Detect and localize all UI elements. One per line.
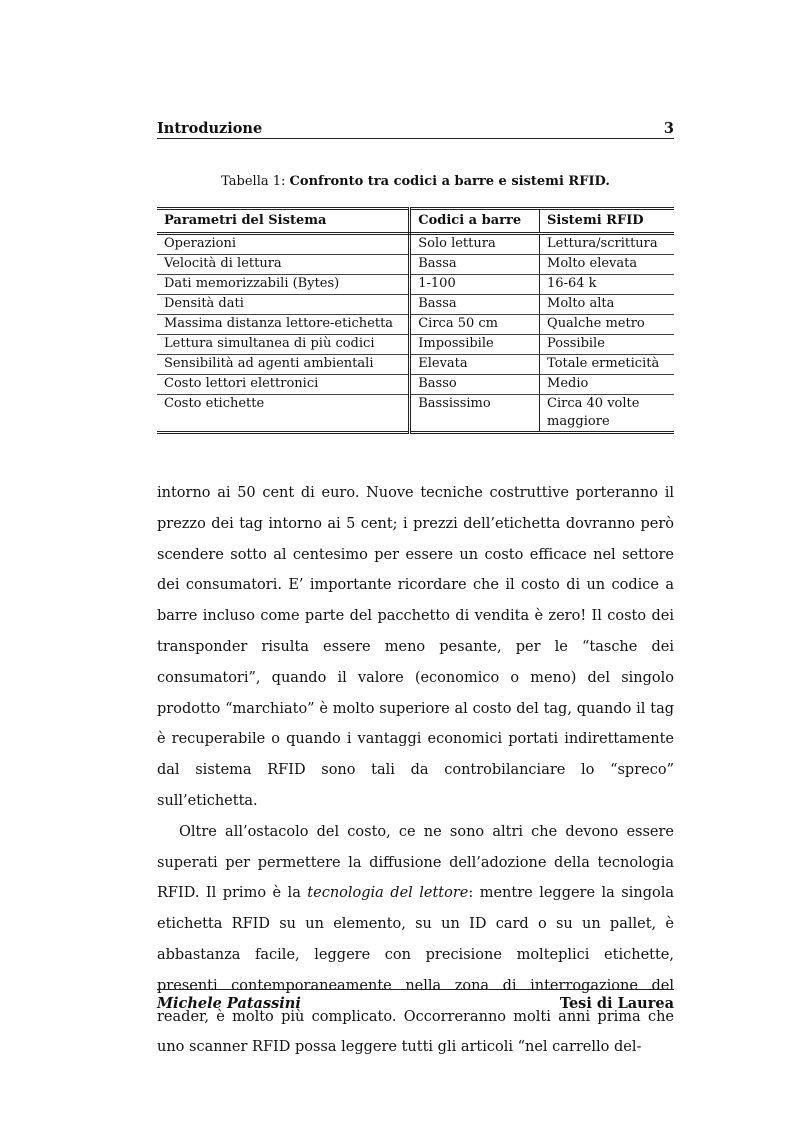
table-cell: Elevata [410, 355, 540, 375]
paragraph-text: : mentre leggere la singola etichetta RFID su un elemento, su un ID card o su un pallet, è abbastanza facile, leggere con precisione molteplici etichette, presenti contemporaneamente nella zona di interrogazione del reader, è molto più complicato. Occorreranno molti anni prima che uno scanner RFID possa leggere tutti gli articoli “nel carrello del- [157, 885, 674, 1056]
running-footer [157, 989, 674, 1012]
table-cell: 16-64 k [540, 275, 674, 295]
table-cell: Molto alta [540, 295, 674, 315]
table-header-cell: Codici a barre [410, 209, 540, 234]
table-cell: Impossibile [410, 335, 540, 355]
table-cell: Bassissimo [410, 395, 540, 433]
table-cell: Basso [410, 375, 540, 395]
table-cell: Densità dati [157, 295, 410, 315]
table-cell: Circa 40 volte maggiore [547, 396, 640, 429]
table-cell: Circa 50 cm [410, 315, 540, 335]
page-number: 3 [663, 120, 674, 137]
body-text [157, 478, 674, 1063]
table-header-row [157, 209, 674, 234]
table-cell: Possibile [540, 335, 674, 355]
table-cell: Totale ermeticità [540, 355, 674, 375]
table-cell: Dati memorizzabili (Bytes) [157, 275, 410, 295]
paragraph-text: Oltre all’ostacolo del costo, ce ne sono altri che devono essere superati per permettere la diffusione dell’adozione della tecnologia RFID. Il primo è la [157, 823, 674, 902]
table-header-cell: Parametri del Sistema [157, 209, 410, 234]
table-cell: Costo lettori elettronici [157, 375, 410, 395]
paragraph: intorno ai 50 cent di euro. Nuove tecniche costruttive porteranno il prezzo dei tag intorno ai 5 cent; i prezzi dell’etichetta dovranno però scendere sotto al centesimo per essere un costo efficace nel settore dei consumatori. E’ importante ricordare che il costo di un codice a barre incluso come parte del pacchetto di vendita è zero! Il costo dei transponder risulta essere meno pesante, per le “tasche dei consumatori”, quando il valore (economico o meno) del singolo prodotto “marchiato” è molto superiore al costo del tag, quando il tag è recuperabile o quando i vantaggi economici portati indirettamente dal sistema RFID sono tali da controbilanciare lo “spreco” sull’etichetta. [157, 485, 674, 809]
header-title: Introduzione [157, 120, 263, 137]
table-row [157, 275, 674, 295]
footer-author: Michele Patassini [157, 995, 301, 1012]
footer-title: Tesi di Laurea [559, 995, 674, 1012]
table-row [157, 255, 674, 275]
paragraph [157, 817, 674, 1063]
table-cell: Bassa [410, 255, 540, 275]
table-cell: Massima distanza lettore-etichetta [157, 315, 410, 335]
table-cell: Costo etichette [157, 395, 410, 433]
table-row [157, 355, 674, 375]
table-row [157, 234, 674, 255]
table-caption [157, 174, 674, 189]
table-cell: Lettura/scrittura [540, 234, 674, 255]
table-cell: Operazioni [157, 234, 410, 255]
table-cell: Molto elevata [540, 255, 674, 275]
table-row [157, 335, 674, 355]
caption-label: Tabella 1: [221, 174, 286, 189]
table-cell: Lettura simultanea di più codici [157, 335, 410, 355]
emphasis-text: tecnologia del lettore [307, 885, 469, 902]
table-cell: Medio [540, 375, 674, 395]
comparison-table [157, 207, 674, 434]
table-header-cell: Sistemi RFID [540, 209, 674, 234]
table-cell: Solo lettura [410, 234, 540, 255]
table-cell: Bassa [410, 295, 540, 315]
table-cell: Velocità di lettura [157, 255, 410, 275]
table-row [157, 375, 674, 395]
running-header [157, 117, 674, 139]
caption-title: Confronto tra codici a barre e sistemi RFID. [289, 174, 610, 189]
table-row [157, 395, 674, 433]
table-cell: Qualche metro [540, 315, 674, 335]
table-cell: Sensibilità ad agenti ambientali [157, 355, 410, 375]
table-row [157, 315, 674, 335]
table-cell: 1-100 [410, 275, 540, 295]
table-row [157, 295, 674, 315]
